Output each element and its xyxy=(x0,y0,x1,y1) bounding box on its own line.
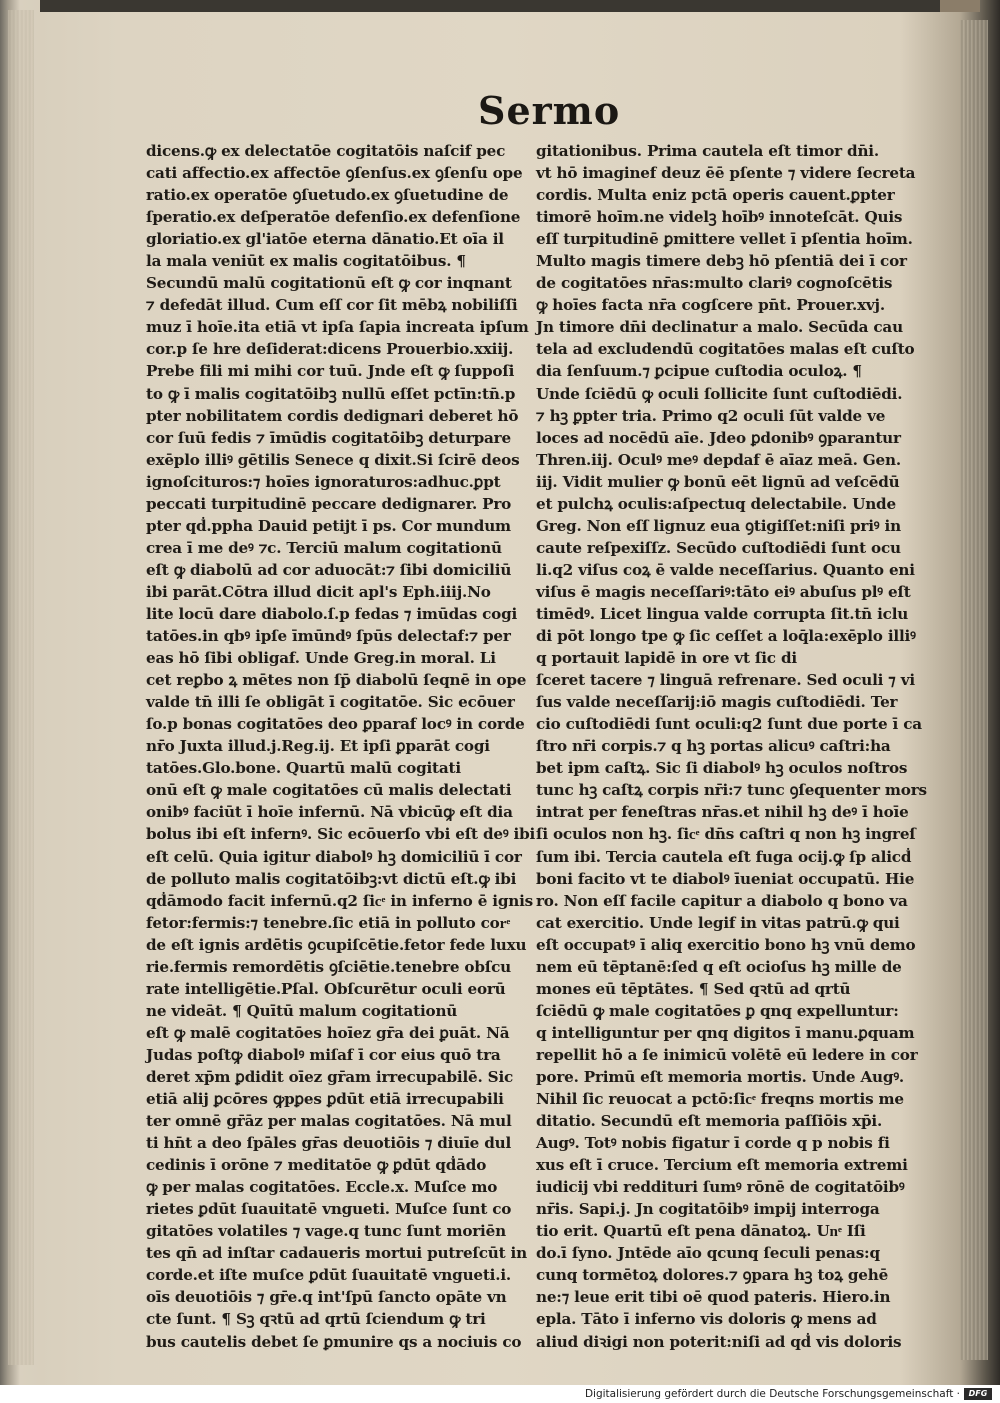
text-line: mones eū tēptātes. ¶ Sed qꝛtū ad qrtū xyxy=(536,979,851,998)
text-line: q portauit lapidē in ore vt ſic di xyxy=(536,649,797,668)
text-line: onū eſt ꝙ male cogitatōes cū malis delectati xyxy=(146,781,512,800)
text-line: viſus ē magis neceſſariꝰ:tāto eiꝰ abuſus plꝰ eſt xyxy=(536,582,911,601)
text-line: cati affectio.ex affectōe ꝯſenſus.ex ꝯſenſu ope xyxy=(146,164,523,183)
text-line: boni facito vt te diabolꝰ īueniat occupatū. Hie xyxy=(536,869,915,888)
text-line: ti hn̄t a deo ſpāles gr̄as deuotiōis ⁊ diuīe dul xyxy=(146,1134,512,1153)
text-line: de polluto malis cogitatōibꝫ:vt dictū eſt.ꝙ ibi xyxy=(146,869,517,888)
text-line: gitatōes volatiles ⁊ vage.q tunc ſunt moriēn xyxy=(146,1222,506,1241)
text-line: ignoſcituros:⁊ hoīes ignoraturos:adhuc.ꝑpt xyxy=(146,472,501,491)
text-line: rietes ꝑdūt ſuauitatē vngueti. Muſce ſunt co xyxy=(146,1200,512,1219)
text-line: peccati turpitudinē peccare dedignarer. Pro xyxy=(146,494,512,513)
text-line: eas hō ſibi obligaf. Unde Greg.in moral. Li xyxy=(146,649,496,668)
text-line: loces ad nocēdū aīe. Jdeo ꝑdonibꝰ ꝯparantur xyxy=(536,428,901,447)
right-text-column xyxy=(536,140,927,1353)
text-line: ſciēdū ꝙ male cogitatōes ꝑ qnq expelluntur: xyxy=(536,1001,899,1020)
left-page-edges xyxy=(8,10,34,1365)
text-line: Thren.iij. Oculꝰ meꝰ depdaf ē aīaz meā. Gen. xyxy=(536,450,901,469)
text-line: ditatio. Secundū eſt memoria paſſiōis xp̄i. xyxy=(536,1112,883,1131)
text-line: ratio.ex operatōe ꝯſuetudo.ex ꝯſuetudine de xyxy=(146,186,509,205)
text-line: xus eſt ī cruce. Tercium eſt memoria extremi xyxy=(536,1156,908,1175)
text-line: iij. Vidit mulier ꝙ bonū eēt lignū ad veſcēdū xyxy=(536,472,900,491)
text-line: Augꝰ. Totꝰ nobis figatur ī corde q p nobis fi xyxy=(536,1134,890,1153)
text-line: corde.et iſte muſce ꝑdūt ſuauitatē vngueti.i. xyxy=(146,1266,511,1285)
text-line: Nihil ſic reuocat a pctō:ſicͤ freqns mortis me xyxy=(536,1090,904,1109)
text-line: ter omnē gr̄āz per malas cogitatōes. Nā mul xyxy=(146,1112,512,1131)
text-line: ꝙ hoīes facta nr̄a cogſcere pn̄t. Prouer.xvj. xyxy=(536,296,885,315)
text-line: bus cautelis debet ſe ꝑmunire qs a nociuis co xyxy=(146,1332,522,1351)
text-line: cet reꝑbo ꝝ mētes non ſp̄ diabolū ſeqnē in ope xyxy=(146,671,527,690)
text-line: ne:⁊ leue erit tibi oē quod pateris. Hiero.in xyxy=(536,1288,891,1307)
text-line: ne videāt. ¶ Quītū malum cogitationū xyxy=(146,1001,458,1020)
text-line: Jn timore dn̄i declinatur a malo. Secūda cau xyxy=(536,318,903,337)
text-line: rate intelligētie.Pſal. Obſcurētur oculi eorū xyxy=(146,979,506,998)
text-line: to ꝙ ī malis cogitatōibꝫ nullū eſſet pctīn:tn̄.p xyxy=(146,384,516,403)
text-line: ⁊ hꝫ ꝑpter tria. Primo q2 oculi ſūt valde ve xyxy=(536,406,886,425)
text-line: iudicij vbi reddituri ſumꝰ rōnē de cogitatōibꝰ xyxy=(536,1178,905,1197)
text-line: nr̄o Juxta illud.j.Reg.ij. Et ipſi ꝑparāt cogi xyxy=(146,737,490,756)
text-line: nr̄is. Sapi.j. Jn cogitatōibꝰ impij interroga xyxy=(536,1200,880,1219)
bookmark-tab xyxy=(940,0,980,12)
text-line: intrat per feneſtras nr̄as.et nihil hꝫ deꝰ ī hoīe xyxy=(536,803,909,822)
text-line: Unde ſciēdū ꝙ oculi ſollicite ſunt cuſtodiēdi. xyxy=(536,384,903,403)
text-line: cat exercitio. Unde legif in vitas patrū.ꝙ qui xyxy=(536,913,900,932)
text-line: ⁊ defedāt illud. Cum eſſ cor ſit mēbꝝ nobiliſſi xyxy=(146,296,518,315)
text-line: ſtro nr̄i corpis.⁊ q hꝫ portas alicuꝰ caſtri:ha xyxy=(536,737,891,756)
text-line: fetor:fermis:⁊ tenebre.ſic etiā in polluto corͤ xyxy=(146,913,511,932)
text-line: ibi parāt.Cōtra illud dicit apl's Eph.iiij.No xyxy=(146,582,491,601)
text-line: pter qḋ.ppha Dauid petijt ī ps. Cor mundum xyxy=(146,516,511,535)
text-line: bolus ibi eſt infernꝰ. Sic ecōuerſo vbi eſt deꝰ ibi xyxy=(146,825,536,844)
text-line: onibꝰ faciūt ī hoīe infernū. Nā vbicūꝙ eſt dia xyxy=(146,803,513,822)
text-line: nem eū tēptanē:ſed q eſt ocioſus hꝫ mille de xyxy=(536,957,902,976)
text-line: timēdꝰ. Licet lingua valde corrupta ſit.tn̄ iclu xyxy=(536,604,909,623)
text-line: la mala veniūt ex malis cogitatōibus. ¶ xyxy=(146,252,466,271)
text-line: ſceret tacere ⁊ linguā refrenare. Sed oculi ⁊ vi xyxy=(536,671,915,690)
text-line: cio cuſtodiēdi ſunt oculi:q2 ſunt due porte ī ca xyxy=(536,715,922,734)
text-line: cunq tormētoꝝ dolores.⁊ ꝯpara hꝫ toꝝ gehē xyxy=(536,1266,889,1285)
text-line: lite locū dare diabolo.ſ.p fedas ⁊ imūdas cogi xyxy=(146,604,518,623)
text-line: tela ad excludendū cogitatōes malas eſt cuſto xyxy=(536,340,915,359)
text-line: tatōes.in qbꝰ ipſe īmūndꝰ ſpūs delectaf:⁊ per xyxy=(146,627,511,646)
text-line: exēplo illiꝰ gētilis Senece q dixit.Si ſcirē deos xyxy=(146,450,520,469)
top-scan-margin xyxy=(40,0,970,12)
text-line: deret xp̄m ꝑdidit oīez gr̄am irrecupabilē. Sic xyxy=(146,1067,514,1086)
text-line: repellit hō a ſe inimicū volētē eū ledere in cor xyxy=(536,1045,918,1064)
text-line: muz ī hoīe.ita etiā vt ipſa ſapia increata ipſum xyxy=(146,318,529,337)
text-line: Secundū malū cogitationū eſt ꝙ cor inqnant xyxy=(146,274,512,293)
text-line: timorē hoīm.ne videlꝫ hoībꝰ innoteſcāt. Quis xyxy=(536,208,903,227)
running-head: Sermo xyxy=(478,88,621,133)
text-line: gitationibus. Prima cautela eſt timor dn̄i. xyxy=(536,142,879,160)
text-line: eſt occupatꝰ ī aliq exercitio bono hꝫ vnū demo xyxy=(536,935,916,954)
text-line: pter nobilitatem cordis dedignari deberet hō xyxy=(146,406,519,425)
text-line: qḋāmodo facit infernū.q2 ſicͤ in inferno ē ignis xyxy=(146,891,533,910)
text-line: cedinis ī orōne ⁊ meditatōe ꝙ ꝑdūt qḋādo xyxy=(146,1156,487,1175)
text-line: etiā alij ꝑcōres ꝙpꝑes ꝑdūt etiā irrecupabili xyxy=(146,1090,504,1109)
text-line: vt hō imaginef deuz ēē pſente ⁊ videre ſecreta xyxy=(536,164,916,183)
dfg-logo: DFG xyxy=(964,1388,992,1400)
text-line: do.ī ſyno. Jntēde aīo qcunq ſeculi penas:q xyxy=(536,1244,880,1263)
text-line: gloriatio.ex gl'iatōe eterna dānatio.Et oīa il xyxy=(146,230,504,249)
text-line: cor ſuū fedis ⁊ īmūdis cogitatōibꝫ deturpare xyxy=(146,428,511,447)
left-text-column xyxy=(146,140,536,1353)
text-line: dicens.ꝙ ex delectatōe cogitatōis naſcif pec xyxy=(146,142,506,160)
text-line: eſt ꝙ malē cogitatōes hoīez gr̄a dei ꝑuāt. Nā xyxy=(146,1023,510,1042)
text-line: ſperatio.ex deſperatōe defenſio.ex defenſione xyxy=(146,208,521,227)
text-line: ꝙ per malas cogitatōes. Eccle.x. Muſce mo xyxy=(146,1178,498,1197)
text-line: caute reſpexiſſz. Secūdo cuſtodiēdi ſunt ocu xyxy=(536,538,901,557)
text-line: ſum ibi. Tercia cautela eſt fuga ocij.ꝙ ſp alicḋ xyxy=(536,847,912,866)
text-line: Multo magis timere debꝫ hō pſentiā dei ī cor xyxy=(536,252,907,271)
text-line: tatōes.Glo.bone. Quartū malū cogitati xyxy=(146,759,461,778)
text-line: cte ſunt. ¶ Sꝫ qꝛtū ad qrtū ſciendum ꝙ tri xyxy=(146,1310,486,1329)
text-line: cordis. Multa eniz pctā operis cauent.ꝑpter xyxy=(536,186,895,205)
text-line: et pulchꝝ oculis:aſpectuq delectabile. Unde xyxy=(536,494,896,513)
text-line: ſi oculos non hꝫ. ſicͤ dn̄s caſtri q non hꝫ ingreſ xyxy=(536,825,916,844)
text-line: q intelliguntur per qnq digitos ī manu.ꝑquam xyxy=(536,1023,915,1042)
text-line: bet ipm caſtꝝ. Sic ſi diabolꝰ hꝫ oculos noſtros xyxy=(536,759,908,778)
text-line: valde tn̄ illi ſe obligāt ī cogitatōe. Sic ecōuer xyxy=(146,693,515,712)
text-line: tunc hꝫ caſtꝝ corpis nr̄i:⁊ tunc ꝯſequenter mors xyxy=(536,781,927,800)
text-line: tes qn̄ ad inſtar cadaueris mortui putreſcūt in xyxy=(146,1244,527,1263)
text-line: ſus valde neceſſarij:iō magis cuſtodiēdi. Ter xyxy=(536,693,898,712)
text-line: cor.p ſe hre deſiderat:dicens Prouerbio.xxiij. xyxy=(146,340,514,359)
text-line: tio erit. Quartū eſt pena dānatoꝝ. Unͤ Iſi xyxy=(536,1222,866,1241)
text-line: eſt ꝙ diabolū ad cor aduocāt:⁊ ſibi domiciliū xyxy=(146,560,512,579)
text-line: ro. Non eſſ facile capitur a diabolo q bono va xyxy=(536,891,908,910)
text-line: di pōt longo tpe ꝙ ſic ceſſet a loq̄la:exēplo illiꝰ xyxy=(536,627,916,646)
text-line: li.q2 viſus coꝝ ē valde neceſſarius. Quanto eni xyxy=(536,560,915,579)
text-line: epla. Tāto ī inferno vis doloris ꝙ mens ad xyxy=(536,1310,877,1329)
funding-notice: Digitalisierung gefördert durch die Deutsche Forschungsgemeinschaft · xyxy=(584,1388,960,1400)
text-line: Prebe fili mi mihi cor tuū. Jnde eſt ꝙ ſuppoſi xyxy=(146,362,515,381)
text-line: de cogitatōes nr̄as:multo clariꝰ cognoſcētis xyxy=(536,274,893,293)
text-line: eſſ turpitudinē ꝑmittere vellet ī pſentia hoīm. xyxy=(536,230,913,249)
text-line: ſo.p bonas cogitatōes deo ꝑparaf locꝰ in corde xyxy=(146,715,525,734)
text-line: Greg. Non eſſ lignuz eua ꝯtigiſſet:niſi priꝰ in xyxy=(536,516,901,535)
text-line: crea ī me deꝰ ⁊c. Terciū malum cogitationū xyxy=(146,538,502,557)
right-page-edges xyxy=(960,20,988,1360)
text-line: oīs deuotiōis ⁊ gr̄e.q int'ſpū ſancto opāte vn xyxy=(146,1288,507,1307)
text-line: Judas poſtꝙ diabolꝰ miſaf ī cor eius quō tra xyxy=(146,1045,501,1064)
text-line: dia ſenſuum.⁊ ꝑcipue cuſtodia oculoꝝ. ¶ xyxy=(536,362,862,381)
text-line: de eſt ignis ardētis ꝯcupiſcētie.fetor fede luxu xyxy=(146,935,527,954)
text-line: rie.fermis remordētis ꝯſciētie.tenebre obſcu xyxy=(146,957,511,976)
text-line: pore. Primū eſt memoria mortis. Unde Augꝰ. xyxy=(536,1067,905,1086)
text-line: aliud diꝛigi non poterit:niſi ad qḋ vis doloris xyxy=(536,1332,902,1351)
text-line: eſt celū. Quia igitur diabolꝰ hꝫ domiciliū ī cor xyxy=(146,847,522,866)
